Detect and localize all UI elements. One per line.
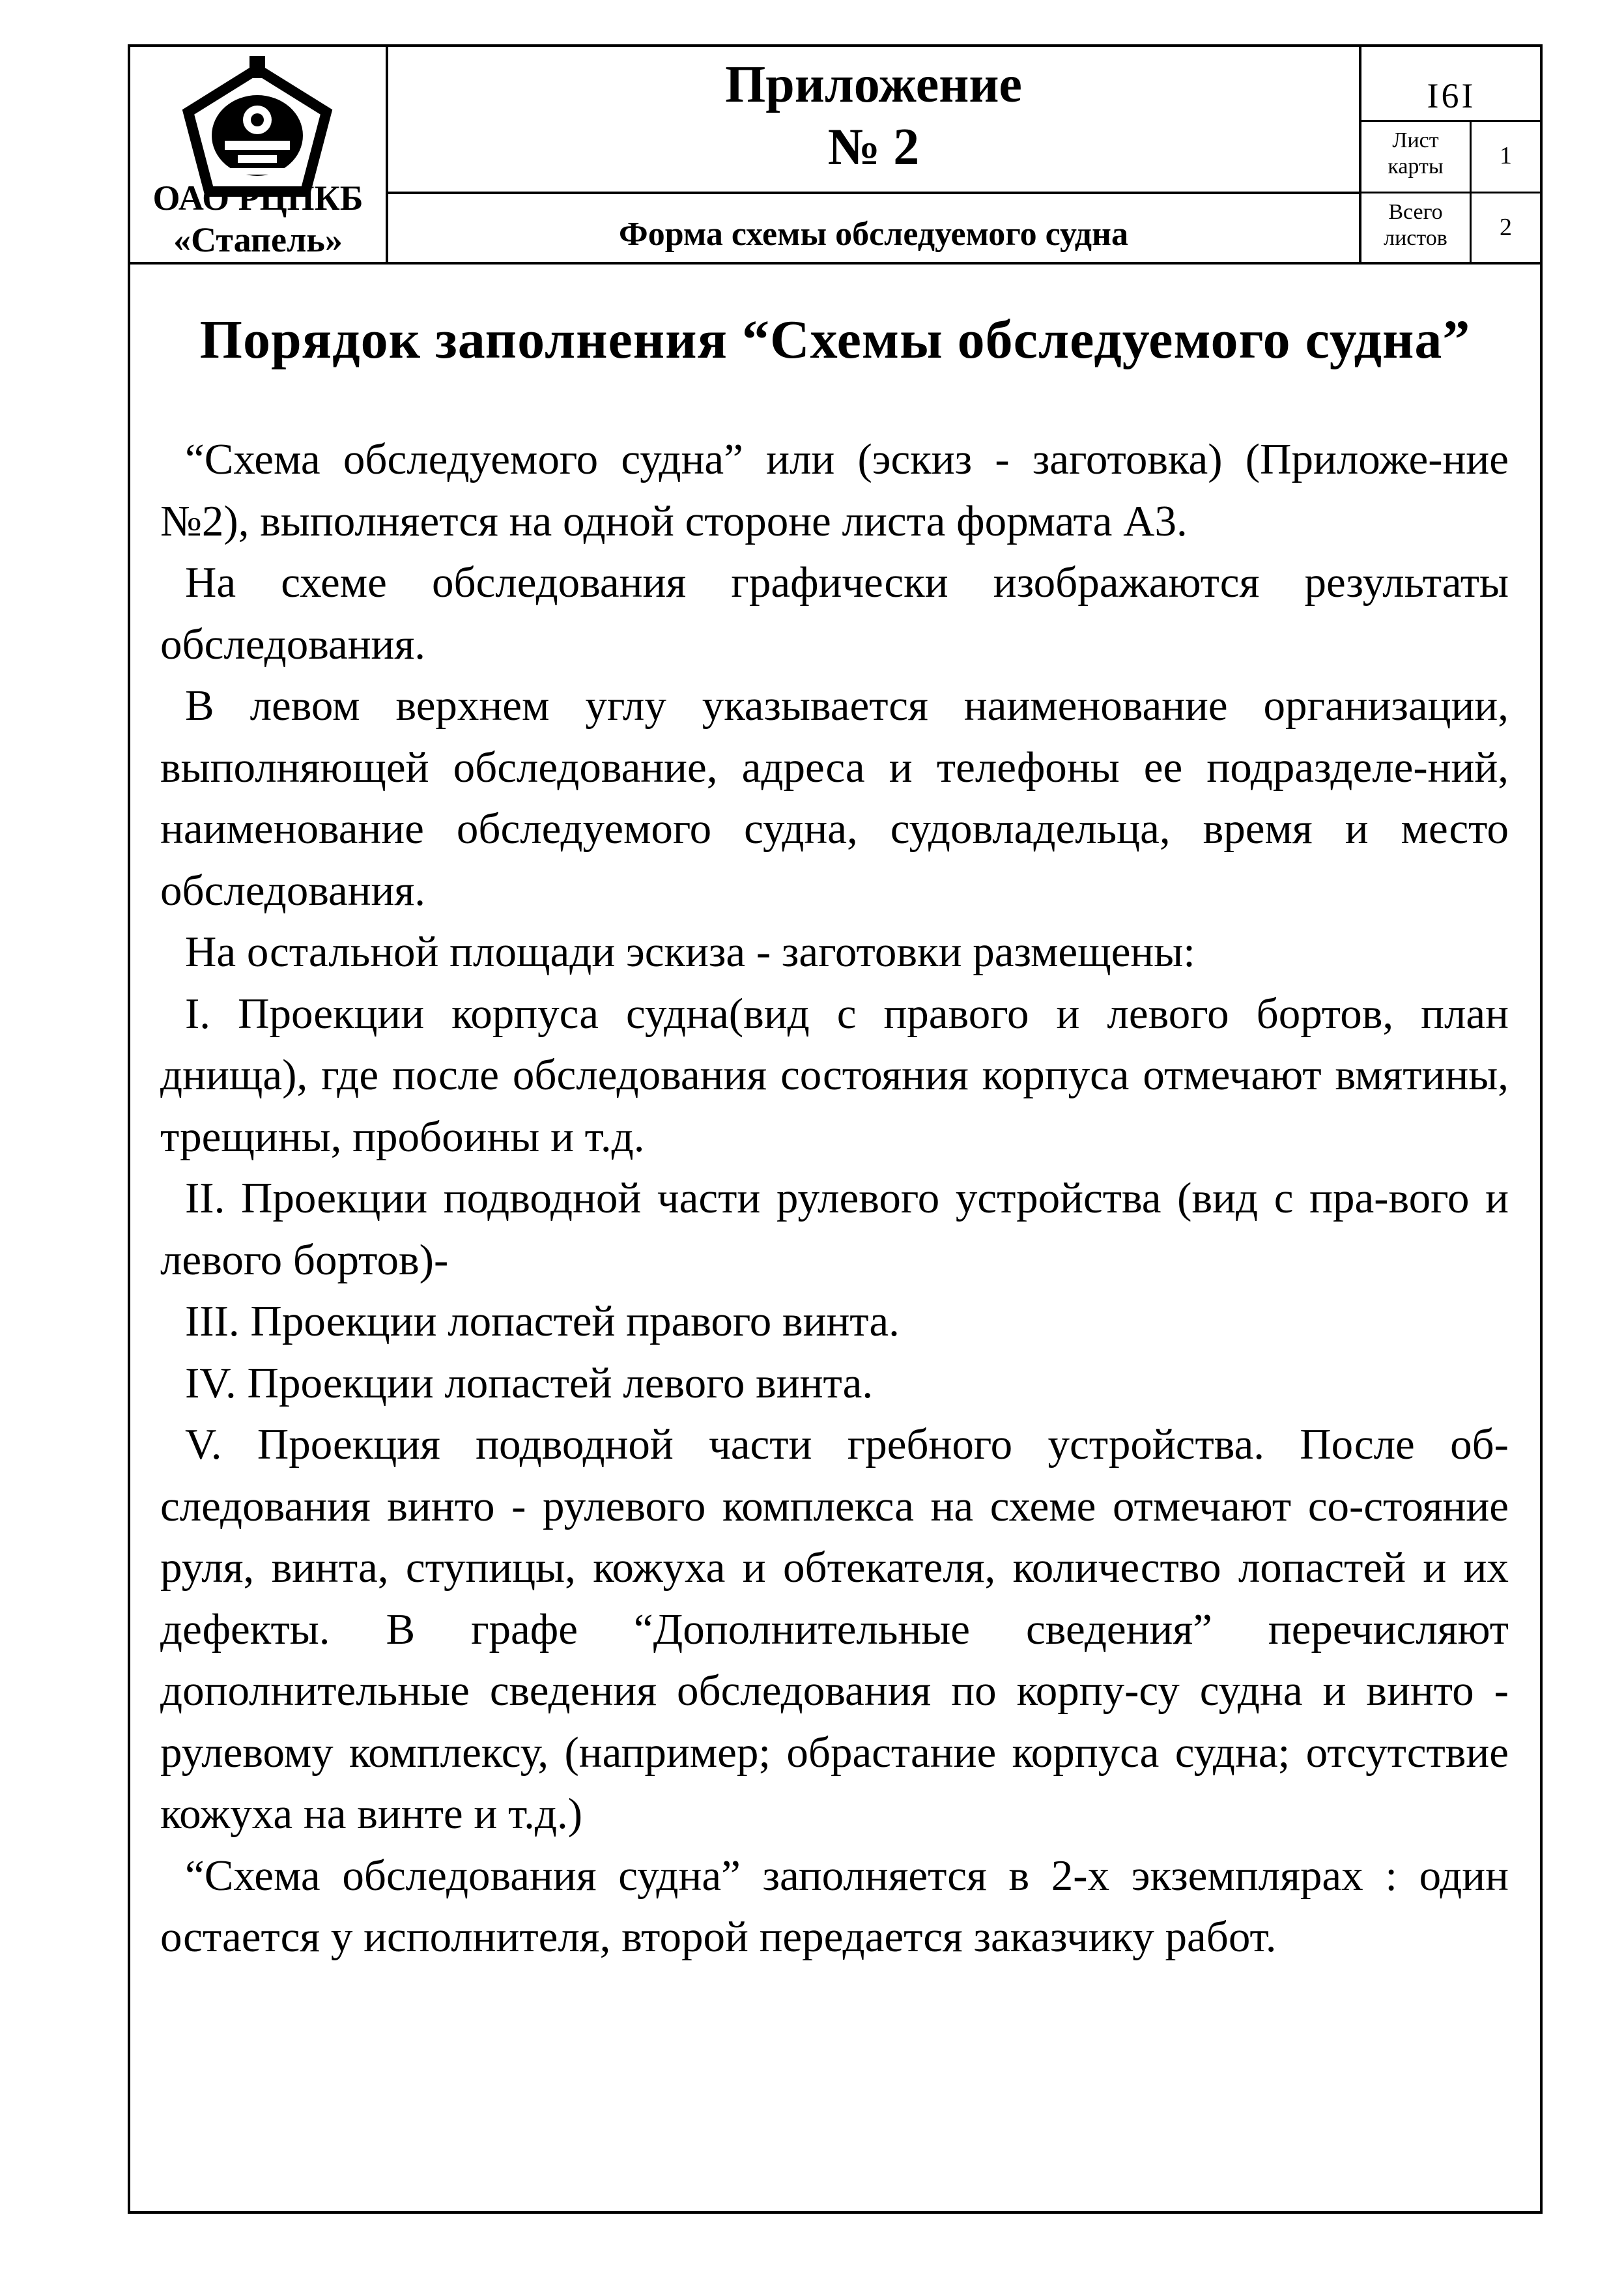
paragraph: IV. Проекции лопастей левого винта. xyxy=(185,1358,874,1407)
paragraph: “Схема обследуемого судна” или (эскиз - заготовка) (Приложе-ние №2), выполняется на одной стороне листа формата А3. xyxy=(160,435,1509,545)
total-sheets-value: 2 xyxy=(1500,214,1512,241)
total-sheets-label xyxy=(1361,199,1470,251)
body-text xyxy=(160,429,1509,1968)
sheet-number: I6I xyxy=(1427,76,1476,115)
form-title: Форма схемы обследуемого судна xyxy=(619,216,1128,253)
sheet-label-line2: карты xyxy=(1388,154,1444,179)
sheet-label xyxy=(1361,128,1470,180)
org-name-line2: «Стапель» xyxy=(173,220,343,259)
appendix-number: № 2 xyxy=(827,119,920,176)
org-name-line1: ОАО РЦПКБ xyxy=(152,179,363,218)
appendix-title xyxy=(388,53,1359,179)
title-block xyxy=(130,47,1540,265)
paragraph: V. Проекция подводной части гребного устройства. После об-следования винто - рулевого комплекса на схеме отмечают со-стояние руля, винта, ступицы, кожуха и обтекателя, количество лопастей и их дефекты. В графе “Дополнительные сведения” перечисляют дополнительные сведения обследования по корпу-су судна и винто - рулевому комплексу, (например; обрастание корпуса судна; отсутствие кожуха на винте и т.д.) xyxy=(160,1420,1509,1838)
organization-name xyxy=(130,177,386,261)
total-label-line2: листов xyxy=(1384,226,1447,250)
cell-line-2 xyxy=(1359,192,1541,193)
cell-line-1 xyxy=(1359,120,1541,122)
sheet-label-line1: Лист xyxy=(1392,128,1439,152)
paragraph: На схеме обследования графически изображаются результаты обследования. xyxy=(160,558,1509,668)
page-frame xyxy=(128,44,1543,2214)
paragraph: “Схема обследования судна” заполняется в 2-х экземплярах : один остается у исполнителя, второй передается заказчику работ. xyxy=(160,1851,1509,1961)
header-bottom-line xyxy=(130,262,1540,265)
paragraph: В левом верхнем углу указывается наименование организации, выполняющей обследование, адреса и телефоны ее подразделе-ний, наименование обследуемого судна, судовладельца, время и место обследования. xyxy=(160,681,1509,915)
page-heading: Порядок заполнения “Схемы обследуемого судна” xyxy=(199,309,1471,370)
appendix-title-line: Приложение xyxy=(725,56,1022,113)
header-mid-line xyxy=(386,192,1361,194)
total-label-line1: Всего xyxy=(1388,200,1443,224)
paragraph: На остальной площади эскиза - заготовки размещены: xyxy=(185,928,1195,976)
sheet-value: 1 xyxy=(1500,142,1512,169)
paragraph: I. Проекции корпуса судна(вид с правого и левого бортов, план днища), где после обследования состояния корпуса отмечают вмятины, трещины, пробоины и т.д. xyxy=(160,989,1509,1161)
paragraph: III. Проекции лопастей правого винта. xyxy=(185,1297,900,1345)
paragraph: II. Проекции подводной части рулевого устройства (вид с пра-вого и левого бортов)- xyxy=(160,1174,1509,1284)
